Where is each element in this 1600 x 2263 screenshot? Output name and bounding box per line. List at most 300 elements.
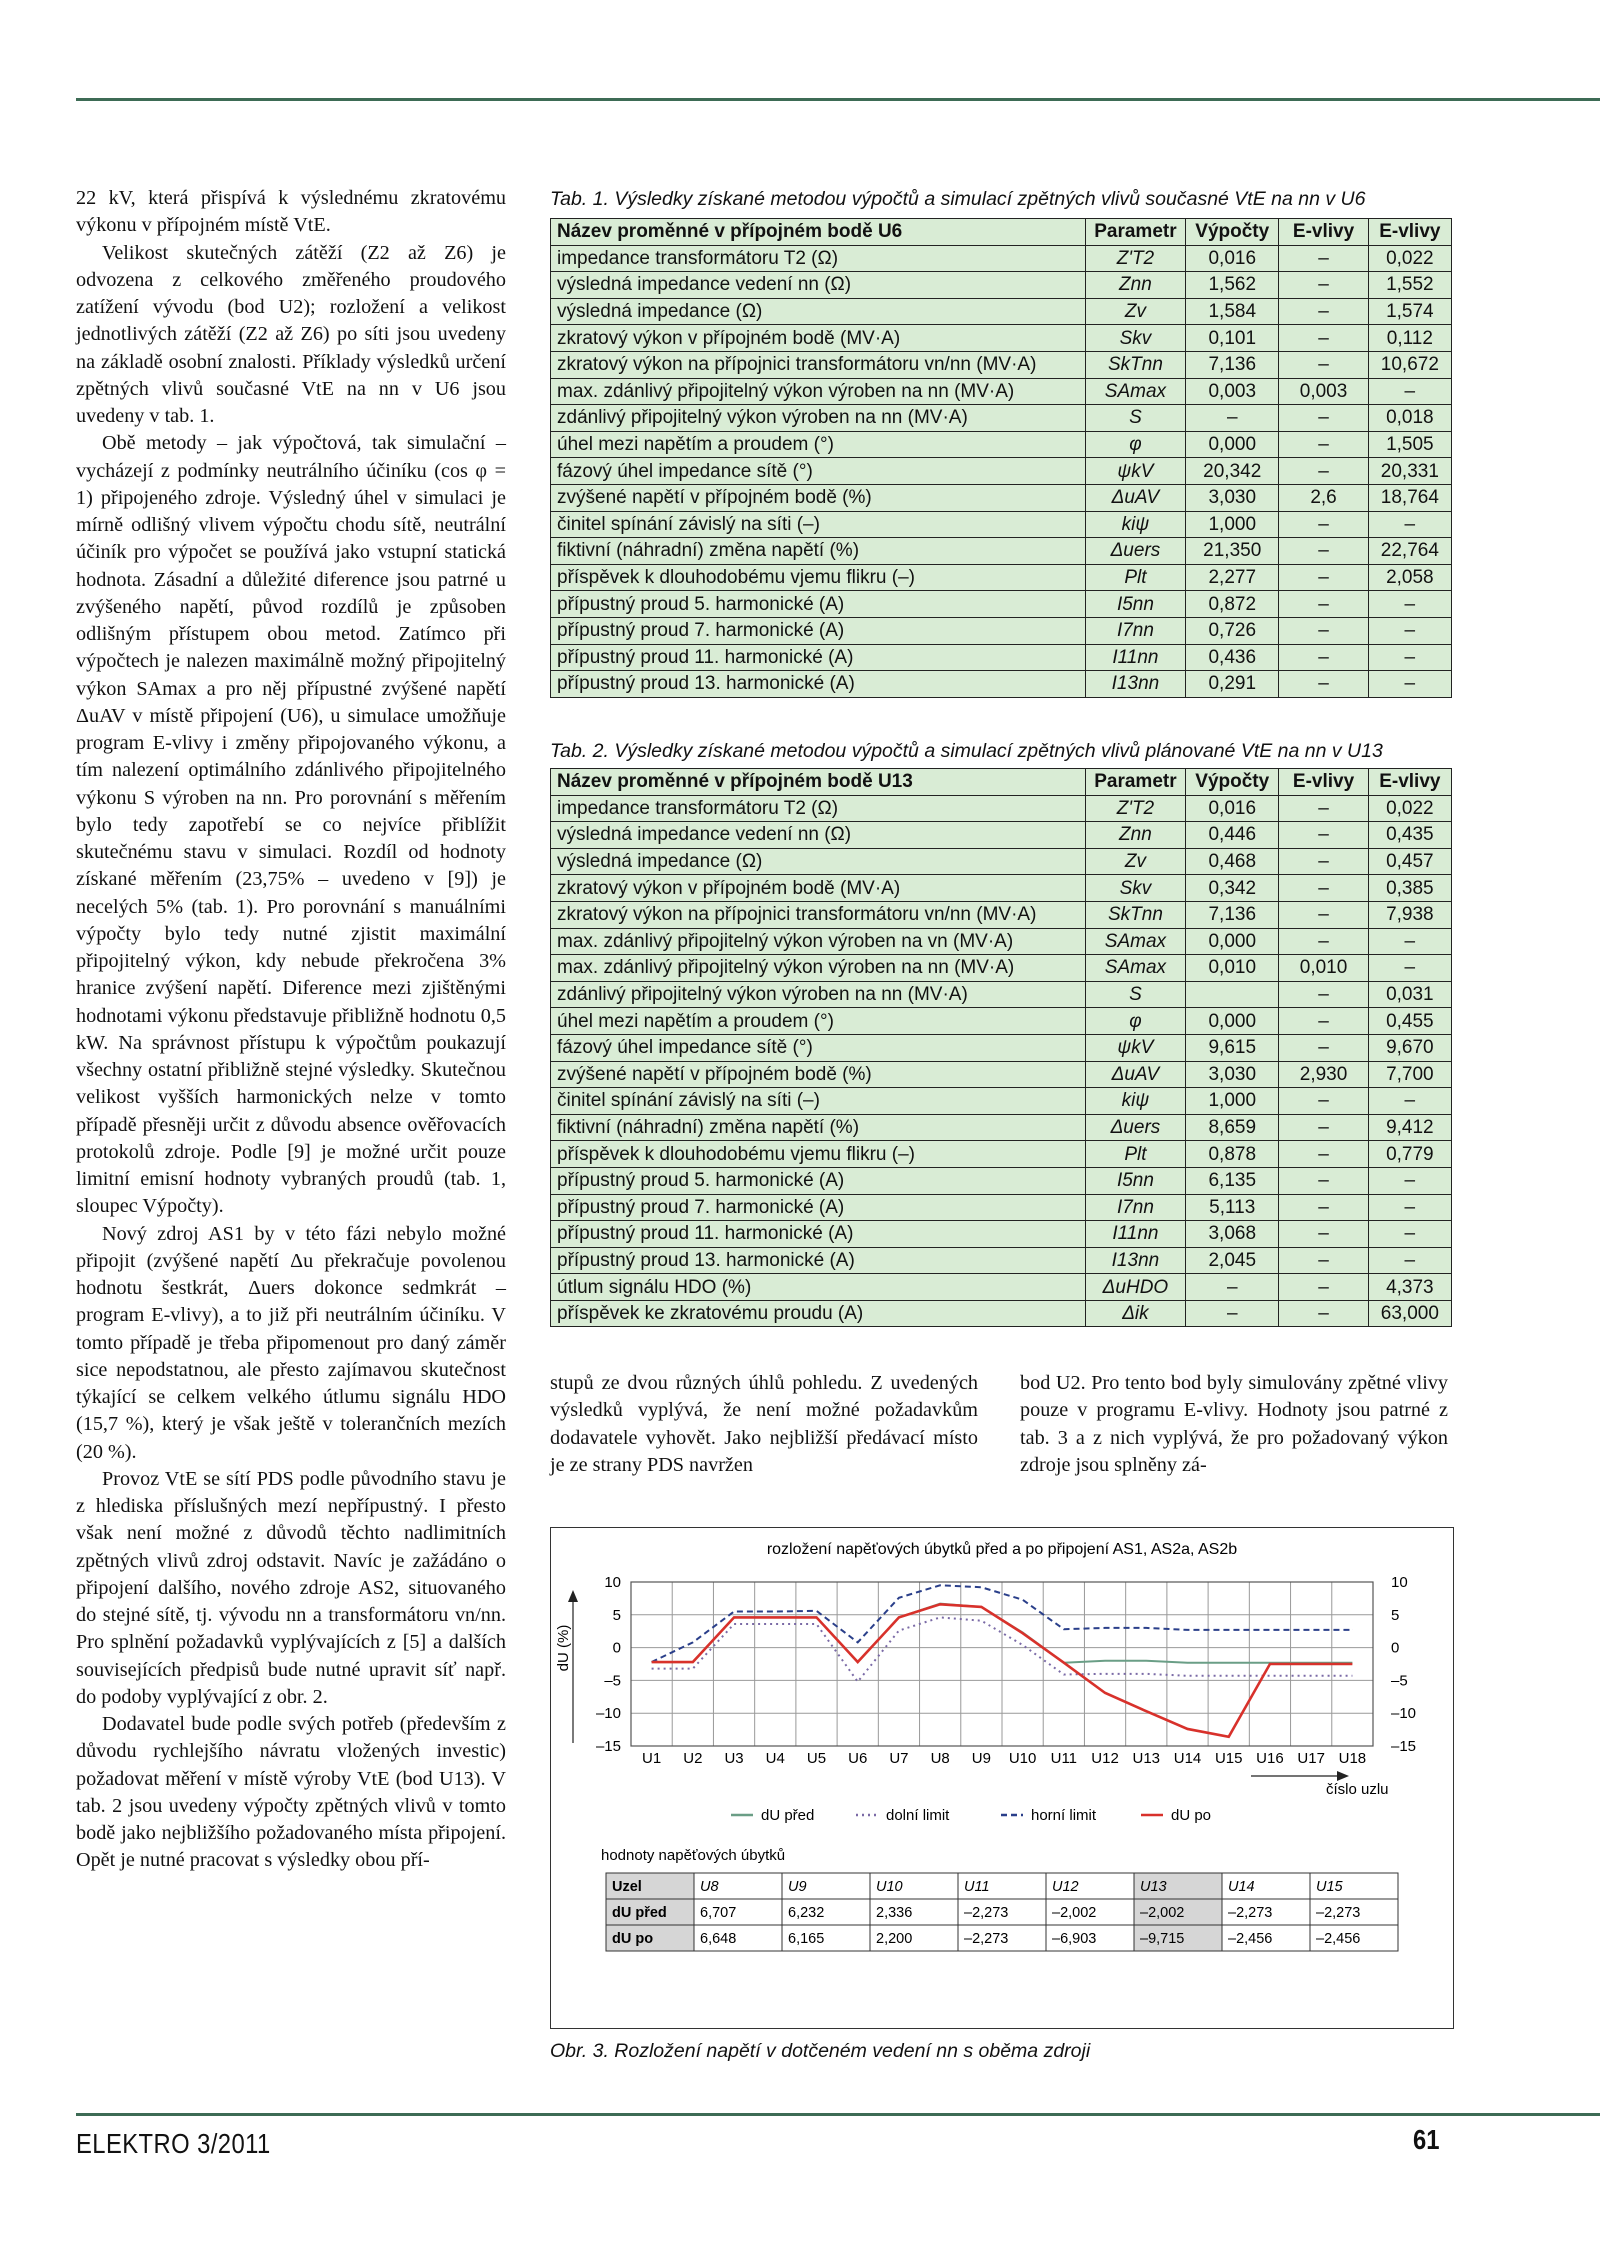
column-header: E-vlivy	[1279, 769, 1368, 796]
row-label: max. zdánlivý připojitelný výkon výroben na nn (MV·A)	[551, 378, 1086, 405]
chart-title: rozložení napěťových úbytků před a po připojení AS1, AS2a, AS2b	[766, 1541, 1238, 1558]
row-value: –	[1279, 928, 1368, 955]
row-value: –	[1368, 1088, 1451, 1115]
values-table-text: –2,456	[1316, 1931, 1361, 1947]
row-value: 0,385	[1368, 875, 1451, 902]
row-parameter: ψkV	[1085, 458, 1185, 485]
row-value: 0,435	[1368, 822, 1451, 849]
y-tick-label-right: –10	[1391, 1705, 1417, 1723]
row-parameter: Δuers	[1085, 1114, 1185, 1141]
row-value: –	[1279, 351, 1368, 378]
row-value: 0,031	[1368, 981, 1451, 1008]
row-value: 2,930	[1279, 1061, 1368, 1088]
x-tick-label: U6	[848, 1750, 868, 1767]
row-value: –	[1279, 848, 1368, 875]
left-column-text	[76, 185, 506, 1875]
row-value: –	[1279, 538, 1368, 565]
values-table-text: –2,002	[1140, 1905, 1185, 1921]
table-row	[551, 617, 1452, 644]
row-value: 0,457	[1368, 848, 1451, 875]
row-value: –	[1368, 1221, 1451, 1248]
row-parameter: SAmax	[1085, 928, 1185, 955]
y-tick-label-left: –15	[595, 1738, 621, 1755]
row-value	[1186, 981, 1279, 1008]
table-row	[551, 1221, 1452, 1248]
x-tick-label: U14	[1173, 1750, 1202, 1767]
y-tick-label-right: –15	[1391, 1738, 1417, 1755]
row-parameter: Skv	[1085, 875, 1185, 902]
row-parameter: Z'T2	[1085, 245, 1185, 272]
row-parameter: Znn	[1085, 272, 1185, 299]
paragraph: Obě metody – jak výpočtová, tak simulační – vycházejí z podmínky neutrálního účiníku (cos φ = 1) připojeného zdroje. Výsledný úhel v simulaci je mírně odlišný vlivem výpočtu chodu sítě, neutrální účiník pro výpočet se používá jako vstupní statická hodnota. Zásadní a důležité diference jsou patrné u zvýšeného napětí, původ rozdílů je způsoben odlišným přístupem obou metod. Zatímco při výpočtech je nalezen maximálně možný připojitelný výkon SAmax a pro něj přípustné zvýšené napětí ΔuAV v místě připojení (U6), u simulace umožňuje program E-vlivy i změny připojovaného výkonu, a tím nalezení optimálního zdánlivého připojitelného výkonu S výroben na nn. Pro porovnání s měřením bylo tedy zapotřebí se co nejvíce přiblížit skutečnému stavu v simulaci. Rozdíl od hodnoty získané měřením (23,75% – uvedeno v [9]) je necelých 5% (tab. 1). Pro porovnání s manuálními výpočty bylo tedy nutné zjistit maximální připojitelný výkon, kdy nebude překročena 3% hranice zvýšení napětí. Diference mezi zjištěnými hodnotami výkonu představuje přibližně hodnotu 0,5 kW. Na správnost přístupu k výpočtům poukazují všechny ostatní přibližně stejné výsledky. Skutečnou velikost vyšších harmonických nelze v tomto případě přesněji určit z důvodu absence ověřovacích protokolů zdroje. Podle [9] je možné určit pouze limitní emisní hodnoty vybraných proudů (tab. 1, sloupec Výpočty).	[76, 432, 506, 1218]
row-label: přípustný proud 11. harmonické (A)	[551, 1221, 1086, 1248]
row-label: útlum signálu HDO (%)	[551, 1274, 1086, 1301]
x-tick-label: U10	[1008, 1750, 1037, 1767]
row-parameter: φ	[1085, 1008, 1185, 1035]
row-label: zkratový výkon v přípojném bodě (MV·A)	[551, 325, 1086, 352]
table-row	[551, 1247, 1452, 1274]
row-parameter: S	[1085, 981, 1185, 1008]
table2	[550, 768, 1452, 1327]
row-value: 7,136	[1186, 901, 1279, 928]
row-label: výsledná impedance vedení nn (Ω)	[551, 272, 1086, 299]
values-table-text: Uzel	[612, 1879, 642, 1895]
row-value: –	[1279, 1167, 1368, 1194]
row-value: 0,779	[1368, 1141, 1451, 1168]
values-table-title: hodnoty napěťových úbytků	[601, 1847, 786, 1864]
row-parameter: Δik	[1085, 1300, 1185, 1327]
values-table-text: –9,715	[1140, 1931, 1185, 1947]
row-label: přípustný proud 13. harmonické (A)	[551, 671, 1086, 698]
row-label: příspěvek k dlouhodobému vjemu flikru (–)	[551, 564, 1086, 591]
row-value: –	[1368, 591, 1451, 618]
row-value: –	[1279, 405, 1368, 432]
row-label: zkratový výkon na přípojnici transformátoru vn/nn (MV·A)	[551, 351, 1086, 378]
row-value: –	[1279, 671, 1368, 698]
row-value: –	[1279, 245, 1368, 272]
row-value: –	[1279, 1221, 1368, 1248]
values-table-text: 6,648	[700, 1931, 737, 1947]
table-row	[551, 298, 1452, 325]
row-parameter: I7nn	[1085, 1194, 1185, 1221]
values-table-text: –2,002	[1052, 1905, 1097, 1921]
row-value: 0,003	[1186, 378, 1279, 405]
row-value: –	[1279, 1088, 1368, 1115]
paragraph: 22 kV, která přispívá k výslednému zkratovému výkonu v přípojném místě VtE.	[76, 187, 506, 237]
row-label: zvýšené napětí v přípojném bodě (%)	[551, 1061, 1086, 1088]
row-value: 0,872	[1186, 591, 1279, 618]
row-label: činitel spínání závislý na síti (–)	[551, 1088, 1086, 1115]
column-header: Název proměnné v přípojném bodě U13	[551, 769, 1086, 796]
row-value: 0,112	[1368, 325, 1451, 352]
table-row	[551, 1300, 1452, 1327]
row-value: –	[1279, 1194, 1368, 1221]
y-axis-label: dU (%)	[555, 1624, 572, 1672]
row-value: 0,455	[1368, 1008, 1451, 1035]
table-row	[551, 1141, 1452, 1168]
row-value: 2,277	[1186, 564, 1279, 591]
y-tick-label-right: –5	[1391, 1672, 1408, 1690]
paragraph: Velikost skutečných zátěží (Z2 až Z6) je odvozena z celkového změřeného proudového zatížení vývodu (bod U2); rozložení a velikost jednotlivých zátěží (Z2 až Z6) po síti jsou uvedeny na základě osobní znalosti. Příklady výsledků určení zpětných vlivů současné VtE na nn v U6 jsou uvedeny v tab. 1.	[76, 241, 506, 427]
row-value: 0,101	[1186, 325, 1279, 352]
table-row	[551, 591, 1452, 618]
row-parameter: I11nn	[1085, 1221, 1185, 1248]
row-parameter: I7nn	[1085, 617, 1185, 644]
table1-caption: Tab. 1. Výsledky získané metodou výpočtů a simulací zpětných vlivů současné VtE na nn v U6	[550, 188, 1366, 210]
row-value: 1,574	[1368, 298, 1451, 325]
row-value: 1,000	[1186, 511, 1279, 538]
x-tick-label: U4	[765, 1750, 785, 1767]
row-label: impedance transformátoru T2 (Ω)	[551, 795, 1086, 822]
row-label: zdánlivý připojitelný výkon výroben na nn (MV·A)	[551, 405, 1086, 432]
x-tick-label: U18	[1338, 1750, 1367, 1767]
y-tick-label-right: 10	[1391, 1574, 1408, 1591]
row-parameter: SAmax	[1085, 378, 1185, 405]
values-table-text: U10	[876, 1879, 903, 1895]
row-value: –	[1279, 901, 1368, 928]
row-value: 0,468	[1186, 848, 1279, 875]
x-tick-label: U8	[930, 1750, 950, 1767]
row-value: –	[1279, 644, 1368, 671]
x-tick-label: U15	[1214, 1750, 1243, 1767]
table-row	[551, 795, 1452, 822]
row-value: –	[1279, 1247, 1368, 1274]
values-table-text: –2,273	[964, 1905, 1009, 1921]
page-number: 61	[1413, 2124, 1440, 2155]
row-value: 0,342	[1186, 875, 1279, 902]
row-value: –	[1186, 1274, 1279, 1301]
column-header: Výpočty	[1186, 219, 1279, 246]
table-row	[551, 538, 1452, 565]
row-label: přípustný proud 5. harmonické (A)	[551, 1167, 1086, 1194]
row-value: 22,764	[1368, 538, 1451, 565]
row-value: –	[1279, 1114, 1368, 1141]
table-row	[551, 1167, 1452, 1194]
row-value: –	[1368, 1167, 1451, 1194]
row-value: 1,584	[1186, 298, 1279, 325]
x-tick-label: U16	[1256, 1750, 1284, 1767]
table-row	[551, 1114, 1452, 1141]
row-label: fiktivní (náhradní) změna napětí (%)	[551, 538, 1086, 565]
row-value: 1,562	[1186, 272, 1279, 299]
row-value: 3,030	[1186, 484, 1279, 511]
x-tick-label: U12	[1091, 1750, 1119, 1767]
row-value: 0,018	[1368, 405, 1451, 432]
row-value: –	[1279, 325, 1368, 352]
row-parameter: Znn	[1085, 822, 1185, 849]
values-table-text: U13	[1140, 1879, 1167, 1895]
table-row	[551, 671, 1452, 698]
column-header: E-vlivy	[1368, 769, 1451, 796]
row-parameter: Plt	[1085, 564, 1185, 591]
row-label: max. zdánlivý připojitelný výkon výroben na nn (MV·A)	[551, 955, 1086, 982]
values-table-text: 6,707	[700, 1905, 737, 1921]
row-parameter: SkTnn	[1085, 351, 1185, 378]
table2-caption: Tab. 2. Výsledky získané metodou výpočtů a simulací zpětných vlivů plánované VtE na nn v U13	[550, 740, 1383, 762]
row-parameter: φ	[1085, 431, 1185, 458]
column-header: Výpočty	[1186, 769, 1279, 796]
middle-text-right: bod U2. Pro tento bod byly simulovány zpětné vlivy pouze v programu E-vlivy. Hodnoty jsou patrné z tab. 3 a z nich vyplývá, že pro požadovaný výkon zdroje jsou splněny zá-	[1020, 1372, 1448, 1476]
row-label: úhel mezi napětím a proudem (°)	[551, 431, 1086, 458]
x-tick-label: U1	[642, 1750, 662, 1767]
row-value: –	[1279, 1274, 1368, 1301]
row-parameter: I13nn	[1085, 1247, 1185, 1274]
paragraph: Provoz VtE se sítí PDS podle původního stavu je z hlediska příslušných mezí nepřípustný. I přesto však není možné z důvodů těchto nadlimitních zpětných vlivů zdroj odstavit. Navíc je zažádáno o připojení dalšího, nového zdroje AS2, situovaného do stejné sítě, tj. vývodu nn a transformátoru vn/nn. Pro splnění požadavků vyplývajících z [5] a dalších souvisejících předpisů bude nutné upravit síť např. do podoby vyplývající z obr. 2.	[76, 1467, 506, 1708]
row-parameter: SkTnn	[1085, 901, 1185, 928]
values-table-text: U11	[964, 1879, 990, 1895]
row-parameter: Skv	[1085, 325, 1185, 352]
row-value: –	[1368, 617, 1451, 644]
row-value: 10,672	[1368, 351, 1451, 378]
row-label: impedance transformátoru T2 (Ω)	[551, 245, 1086, 272]
legend-label: horní limit	[1031, 1807, 1097, 1824]
table-row	[551, 431, 1452, 458]
table-header-row	[551, 219, 1452, 246]
x-tick-label: U9	[971, 1750, 991, 1767]
x-tick-label: U2	[683, 1750, 703, 1767]
row-value: 0,726	[1186, 617, 1279, 644]
row-value: –	[1368, 644, 1451, 671]
row-value: 0,000	[1186, 928, 1279, 955]
row-label: zkratový výkon na přípojnici transformátoru vn/nn (MV·A)	[551, 901, 1086, 928]
row-value: 3,068	[1186, 1221, 1279, 1248]
x-tick-label: U7	[889, 1750, 909, 1767]
row-label: přípustný proud 7. harmonické (A)	[551, 1194, 1086, 1221]
table-row	[551, 1034, 1452, 1061]
row-value: –	[1279, 1008, 1368, 1035]
values-table-text: –2,273	[1316, 1905, 1361, 1921]
row-parameter: Plt	[1085, 1141, 1185, 1168]
x-axis-label: číslo uzlu	[1326, 1781, 1389, 1798]
table-row	[551, 928, 1452, 955]
row-value: –	[1279, 431, 1368, 458]
values-table-text: 6,232	[788, 1905, 825, 1921]
row-value: –	[1279, 298, 1368, 325]
y-tick-label-left: 0	[612, 1639, 621, 1657]
row-value: –	[1279, 1300, 1368, 1327]
table-row	[551, 901, 1452, 928]
row-value: 7,938	[1368, 901, 1451, 928]
row-value: 9,615	[1186, 1034, 1279, 1061]
row-value: 20,331	[1368, 458, 1451, 485]
values-table-text: U9	[788, 1879, 807, 1895]
values-table-text: U8	[700, 1879, 719, 1895]
row-value: 0,016	[1186, 795, 1279, 822]
row-value: 63,000	[1368, 1300, 1451, 1327]
row-value: –	[1279, 822, 1368, 849]
row-label: přípustný proud 11. harmonické (A)	[551, 644, 1086, 671]
row-value: 3,030	[1186, 1061, 1279, 1088]
column-header: Název proměnné v přípojném bodě U6	[551, 219, 1086, 246]
row-parameter: kiψ	[1085, 511, 1185, 538]
row-value: 9,412	[1368, 1114, 1451, 1141]
row-label: příspěvek k dlouhodobému vjemu flikru (–)	[551, 1141, 1086, 1168]
table-row	[551, 272, 1452, 299]
values-table-text: –2,456	[1228, 1931, 1273, 1947]
table-row	[551, 1274, 1452, 1301]
middle-text-left: stupů ze dvou různých úhlů pohledu. Z uvedených výsledků vyplývá, že není možné požadavkům dodavatele vyhovět. Jako nejbližší předávací místo je ze strany PDS navržen	[550, 1372, 978, 1476]
x-tick-label: U11	[1050, 1750, 1078, 1767]
y-tick-label-left: –5	[604, 1672, 621, 1690]
row-parameter: ΔuHDO	[1085, 1274, 1185, 1301]
figure-3	[550, 1527, 1454, 2029]
row-label: příspěvek ke zkratovému proudu (A)	[551, 1300, 1086, 1327]
values-table-text: 2,336	[876, 1905, 913, 1921]
row-value: 2,045	[1186, 1247, 1279, 1274]
footer-rule	[76, 2113, 1600, 2116]
column-header: E-vlivy	[1279, 219, 1368, 246]
row-value: –	[1186, 405, 1279, 432]
x-tick-label: U17	[1297, 1750, 1325, 1767]
column-header: E-vlivy	[1368, 219, 1451, 246]
table1	[550, 218, 1452, 698]
values-table-text: dU před	[612, 1905, 667, 1921]
row-parameter: Δuers	[1085, 538, 1185, 565]
y-tick-label-left: 5	[612, 1606, 621, 1624]
table-row	[551, 458, 1452, 485]
row-value: 0,016	[1186, 245, 1279, 272]
y-tick-label-left: –10	[595, 1705, 621, 1723]
table-row	[551, 1194, 1452, 1221]
row-label: zkratový výkon v přípojném bodě (MV·A)	[551, 875, 1086, 902]
voltage-drop-chart	[551, 1528, 1453, 2028]
row-value: –	[1368, 955, 1451, 982]
values-table-text: dU po	[612, 1931, 654, 1947]
row-value: –	[1368, 511, 1451, 538]
column-header: Parametr	[1085, 219, 1185, 246]
legend-label: dU po	[1171, 1807, 1212, 1824]
table-row	[551, 245, 1452, 272]
row-value: 0,000	[1186, 431, 1279, 458]
row-value: –	[1279, 875, 1368, 902]
values-table-text: 2,200	[876, 1931, 913, 1947]
row-value: –	[1279, 511, 1368, 538]
row-label: max. zdánlivý připojitelný výkon výroben na vn (MV·A)	[551, 928, 1086, 955]
row-value: 2,058	[1368, 564, 1451, 591]
table-row	[551, 325, 1452, 352]
x-tick-label: U5	[806, 1750, 827, 1767]
row-value: 6,135	[1186, 1167, 1279, 1194]
row-value: 1,505	[1368, 431, 1451, 458]
row-label: přípustný proud 13. harmonické (A)	[551, 1247, 1086, 1274]
row-value: –	[1279, 272, 1368, 299]
values-table-text: U15	[1316, 1879, 1343, 1895]
row-value: 9,670	[1368, 1034, 1451, 1061]
table-row	[551, 875, 1452, 902]
row-value: 7,700	[1368, 1061, 1451, 1088]
table-row	[551, 564, 1452, 591]
table-row	[551, 378, 1452, 405]
row-value: –	[1279, 1141, 1368, 1168]
table-row	[551, 1008, 1452, 1035]
row-value: –	[1368, 1247, 1451, 1274]
row-label: výsledná impedance (Ω)	[551, 298, 1086, 325]
header-rule	[76, 98, 1600, 101]
journal-issue: ELEKTRO 3/2011	[76, 2128, 271, 2159]
values-table-text: U12	[1052, 1879, 1079, 1895]
table-row	[551, 1061, 1452, 1088]
row-value: 5,113	[1186, 1194, 1279, 1221]
row-value: 2,6	[1279, 484, 1368, 511]
table-row	[551, 484, 1452, 511]
row-value: –	[1368, 928, 1451, 955]
row-value: 0,291	[1186, 671, 1279, 698]
values-table-text: –6,903	[1052, 1931, 1097, 1947]
figure-caption: Obr. 3. Rozložení napětí v dotčeném vedení nn s oběma zdroji	[550, 2040, 1091, 2062]
row-parameter: SAmax	[1085, 955, 1185, 982]
row-value: 0,022	[1368, 795, 1451, 822]
row-value: 0,436	[1186, 644, 1279, 671]
row-value: 0,003	[1279, 378, 1368, 405]
row-value: 7,136	[1186, 351, 1279, 378]
y-tick-label-right: 5	[1391, 1606, 1400, 1624]
row-value: 0,878	[1186, 1141, 1279, 1168]
row-label: přípustný proud 7. harmonické (A)	[551, 617, 1086, 644]
row-label: fázový úhel impedance sítě (°)	[551, 458, 1086, 485]
row-label: zvýšené napětí v přípojném bodě (%)	[551, 484, 1086, 511]
row-value: –	[1279, 1034, 1368, 1061]
row-value: –	[1279, 458, 1368, 485]
legend-label: dU před	[761, 1807, 815, 1824]
table-row	[551, 955, 1452, 982]
row-value: 18,764	[1368, 484, 1451, 511]
row-value: 1,552	[1368, 272, 1451, 299]
x-tick-label: U13	[1132, 1750, 1161, 1767]
table-row	[551, 351, 1452, 378]
paragraph: Nový zdroj AS1 by v této fázi nebylo možné připojit (zvýšené napětí Δu překračuje povolenou hodnotu šestkrát, Δuers dokonce sedmkrát – program E-vlivy), a to již při neutrálním účiníku. V tomto případě je třeba připomenout pro daný záměr sice nepodstatnou, ale přesto zajímavou skutečnost týkající se celkem velkého útlumu signálu HDO (15,7 %), který je však ještě v tolerančních mezích (20 %).	[76, 1222, 506, 1463]
row-label: úhel mezi napětím a proudem (°)	[551, 1008, 1086, 1035]
row-parameter: I5nn	[1085, 591, 1185, 618]
row-value: 21,350	[1186, 538, 1279, 565]
row-value: 0,010	[1279, 955, 1368, 982]
column-header: Parametr	[1085, 769, 1185, 796]
row-parameter: ψkV	[1085, 1034, 1185, 1061]
row-label: fiktivní (náhradní) změna napětí (%)	[551, 1114, 1086, 1141]
x-axis-arrow-head	[1337, 1771, 1349, 1781]
row-label: zdánlivý připojitelný výkon výroben na nn (MV·A)	[551, 981, 1086, 1008]
table-row	[551, 822, 1452, 849]
row-value: –	[1368, 1194, 1451, 1221]
row-value: –	[1368, 378, 1451, 405]
row-parameter: Zv	[1085, 298, 1185, 325]
row-parameter: kiψ	[1085, 1088, 1185, 1115]
table-row	[551, 511, 1452, 538]
row-value: 0,000	[1186, 1008, 1279, 1035]
values-table-text: –2,273	[1228, 1905, 1273, 1921]
row-value: –	[1279, 617, 1368, 644]
row-parameter: I11nn	[1085, 644, 1185, 671]
row-parameter: S	[1085, 405, 1185, 432]
table-row	[551, 405, 1452, 432]
row-label: přípustný proud 5. harmonické (A)	[551, 591, 1086, 618]
row-parameter: Zv	[1085, 848, 1185, 875]
values-table-text: –2,273	[964, 1931, 1009, 1947]
row-value: –	[1279, 795, 1368, 822]
row-label: činitel spínání závislý na síti (–)	[551, 511, 1086, 538]
row-value: 0,022	[1368, 245, 1451, 272]
table-header-row	[551, 769, 1452, 796]
row-parameter: Z'T2	[1085, 795, 1185, 822]
values-table-text: U14	[1228, 1879, 1255, 1895]
row-parameter: I13nn	[1085, 671, 1185, 698]
row-value: 0,446	[1186, 822, 1279, 849]
values-table-text: 6,165	[788, 1931, 825, 1947]
row-parameter: ΔuAV	[1085, 484, 1185, 511]
row-label: výsledná impedance (Ω)	[551, 848, 1086, 875]
y-tick-label-left: 10	[604, 1574, 621, 1591]
row-parameter: I5nn	[1085, 1167, 1185, 1194]
row-value: 20,342	[1186, 458, 1279, 485]
